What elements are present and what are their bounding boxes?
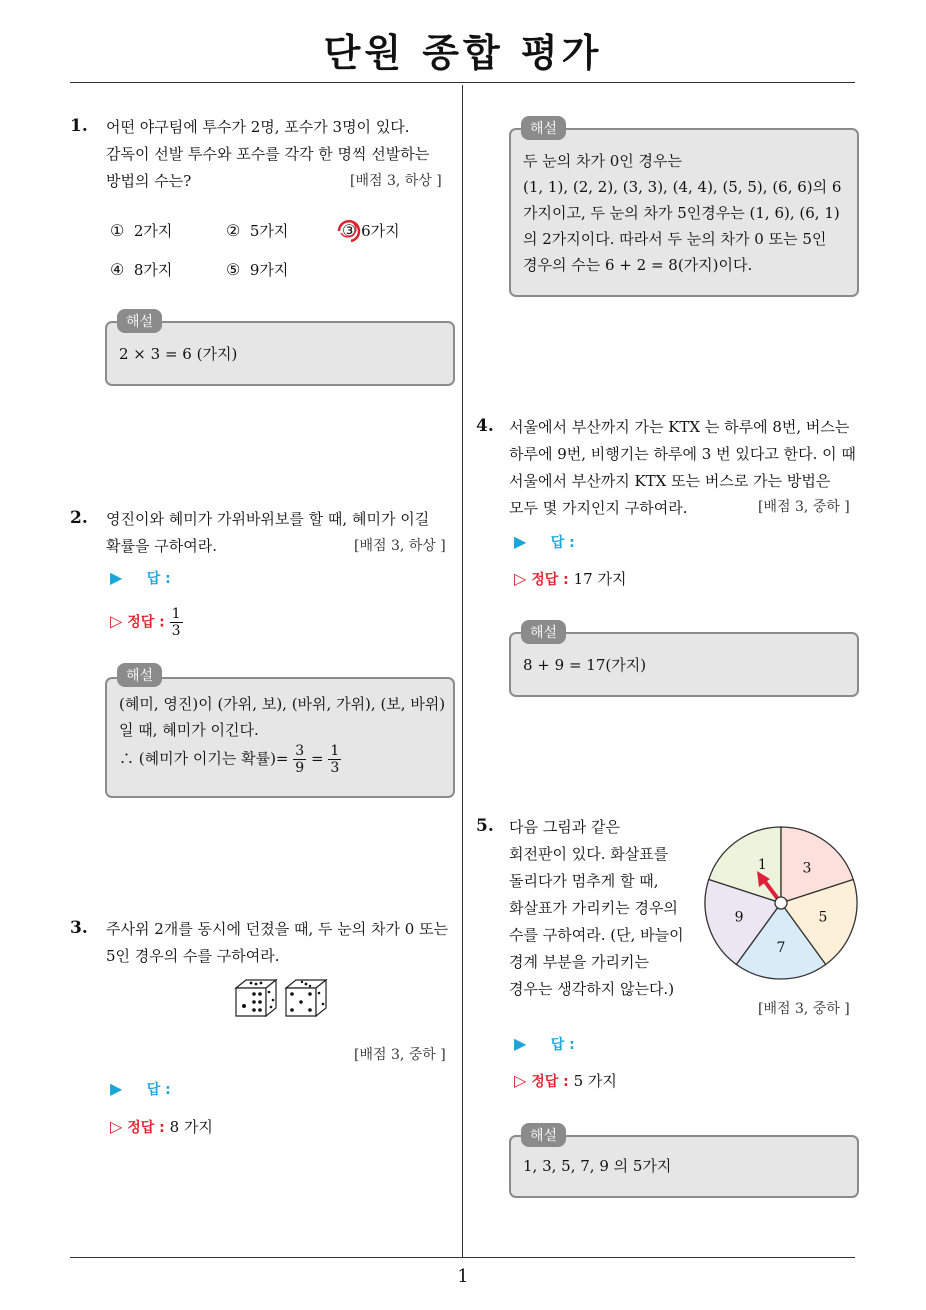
answer-label: 답 : <box>146 1082 171 1098</box>
fraction-denominator: 9 <box>295 760 305 776</box>
correct-fraction <box>170 606 183 639</box>
fraction-denominator: 3 <box>171 623 181 639</box>
explanation-prefix: ∴ (혜미가 이기는 확률)= <box>119 749 289 768</box>
question-1-line: 방법의 수는? <box>106 172 192 190</box>
question-3-explanation-box <box>509 128 859 297</box>
choice-mark: ② <box>226 221 241 240</box>
question-5-line: 경우는 생각하지 않는다.) <box>509 980 675 998</box>
choice-2[interactable] <box>226 220 288 241</box>
spinner-label: 9 <box>734 909 744 926</box>
fraction-numerator: 3 <box>295 743 305 759</box>
equals-sign: = <box>310 749 324 768</box>
explanation-label: 해설 <box>117 663 162 687</box>
explanation-line: 의 2가지이다. 따라서 두 눈의 차가 0 또는 5인 <box>523 230 827 248</box>
explanation-line: 일 때, 혜미가 이긴다. <box>119 721 259 739</box>
selected-answer-circle-icon <box>334 215 364 245</box>
question-1-number: 1. <box>70 116 88 136</box>
choice-mark: ③ <box>342 221 357 240</box>
question-5-correct-row <box>514 1070 617 1091</box>
choice-text: 8가지 <box>133 261 173 279</box>
question-5-answer-row[interactable] <box>514 1034 575 1054</box>
choice-5[interactable] <box>226 259 288 280</box>
choice-mark: ⑤ <box>226 260 241 279</box>
spinner-wheel <box>700 822 862 984</box>
explanation-text: 8 + 9 = 17(가지) <box>523 656 647 674</box>
answer-triangle-icon: ▶ <box>110 568 123 587</box>
explanation-line: 경우의 수는 6 + 2 = 8(가지)이다. <box>523 256 753 274</box>
choice-mark: ① <box>110 221 125 240</box>
question-3-text <box>106 916 456 970</box>
question-4-number: 4. <box>476 416 494 436</box>
spinner-label: 5 <box>818 909 828 926</box>
question-1-line: 감독이 선발 투수와 포수를 각각 한 명씩 선발하는 <box>106 145 430 163</box>
fraction-numerator: 1 <box>171 606 181 622</box>
question-2-number: 2. <box>70 508 88 528</box>
correct-label: 정답 : <box>531 572 569 588</box>
explanation-label: 해설 <box>521 620 566 644</box>
choice-text: 6가지 <box>361 222 400 240</box>
answer-triangle-icon: ▶ <box>110 1079 123 1098</box>
choice-1[interactable] <box>110 220 172 241</box>
question-2-line: 영진이와 혜미가 가위바위보를 할 때, 혜미가 이길 <box>106 510 430 528</box>
question-5-line: 화살표가 가리키는 경우의 <box>509 899 678 917</box>
question-5-line: 경계 부분을 가리키는 <box>509 953 649 971</box>
question-3-line: 주사위 2개를 동시에 던졌을 때, 두 눈의 차가 0 또는 <box>106 920 449 938</box>
correct-value: 8 가지 <box>169 1118 213 1136</box>
choice-mark: ④ <box>110 260 125 279</box>
explanation-fraction <box>293 743 306 776</box>
explanation-line: (1, 1), (2, 2), (3, 3), (4, 4), (5, 5), (6, 6)의 6 <box>523 178 842 196</box>
question-5-line: 수를 구하여라. (단, 바늘이 <box>509 926 684 944</box>
page-title: 단원 종합 평가 <box>323 31 603 75</box>
fraction-numerator: 1 <box>330 743 340 759</box>
header-rule <box>70 82 855 83</box>
question-4-line: 서울에서 부산까지 KTX 또는 버스로 가는 방법은 <box>509 472 831 490</box>
question-4-line: 서울에서 부산까지 가는 KTX 는 하루에 8번, 버스는 <box>509 418 850 436</box>
question-4-answer-row[interactable] <box>514 532 575 552</box>
question-2-correct-row <box>110 606 183 639</box>
correct-label: 정답 : <box>531 1074 569 1090</box>
question-4-line: 모두 몇 가지인지 구하여라. <box>509 499 688 517</box>
spinner-label: 3 <box>802 860 812 877</box>
question-3-score-meta: [배점 3, 중하 ] <box>354 1047 446 1063</box>
question-1-score-meta: [배점 3, 하상 ] <box>350 173 442 189</box>
choice-text: 9가지 <box>249 261 289 279</box>
explanation-label: 해설 <box>521 1123 566 1147</box>
column-divider <box>462 85 463 1257</box>
explanation-fraction <box>328 743 341 776</box>
explanation-text: 2 × 3 = 6 (가지) <box>119 345 238 363</box>
question-5-number: 5. <box>476 816 494 836</box>
question-3-correct-row <box>110 1116 213 1137</box>
question-5-line: 회전판이 있다. 화살표를 <box>509 845 669 863</box>
correct-triangle-icon: ▷ <box>110 1117 123 1136</box>
correct-triangle-icon: ▷ <box>110 611 123 631</box>
question-3-answer-row[interactable] <box>110 1079 171 1099</box>
question-5-line: 다음 그림과 같은 <box>509 818 620 836</box>
correct-value: 5 가지 <box>573 1072 617 1090</box>
spinner-hub <box>775 897 787 909</box>
question-4-score-meta: [배점 3, 중하 ] <box>758 499 850 515</box>
choice-4[interactable] <box>110 259 172 280</box>
answer-label: 답 : <box>550 1037 575 1053</box>
spinner-label: 1 <box>757 857 767 874</box>
dice-pair-icon <box>232 976 332 1020</box>
explanation-line: 가지이고, 두 눈의 차가 5인경우는 (1, 6), (6, 1) <box>523 204 840 222</box>
question-4-correct-row <box>514 568 626 589</box>
question-5-score-meta: [배점 3, 중하 ] <box>758 1001 850 1017</box>
correct-triangle-icon: ▷ <box>514 569 527 588</box>
answer-label: 답 : <box>146 571 171 587</box>
question-5-line: 돌리다가 멈추게 할 때, <box>509 872 659 890</box>
choice-text: 5가지 <box>249 222 289 240</box>
footer-rule <box>70 1257 855 1258</box>
question-1-line: 어떤 야구팀에 투수가 2명, 포수가 3명이 있다. <box>106 118 410 136</box>
answer-triangle-icon: ▶ <box>514 1034 527 1053</box>
correct-triangle-icon: ▷ <box>514 1071 527 1090</box>
explanation-label: 해설 <box>521 116 566 140</box>
answer-triangle-icon: ▶ <box>514 532 527 551</box>
question-2-answer-row[interactable] <box>110 568 171 588</box>
choice-text: 2가지 <box>133 222 173 240</box>
answer-label: 답 : <box>550 535 575 551</box>
correct-label: 정답 : <box>127 614 165 631</box>
explanation-line: (혜미, 영진)이 (가위, 보), (바위, 가위), (보, 바위) <box>119 695 446 713</box>
explanation-text: 1, 3, 5, 7, 9 의 5가지 <box>523 1157 672 1175</box>
explanation-label: 해설 <box>117 309 162 333</box>
correct-label: 정답 : <box>127 1120 165 1136</box>
question-3-number: 3. <box>70 918 88 938</box>
explanation-line <box>119 743 445 776</box>
question-3-line: 5인 경우의 수를 구하여라. <box>106 947 280 965</box>
page-number: 1 <box>457 1266 469 1287</box>
question-2-score-meta: [배점 3, 하상 ] <box>354 538 446 554</box>
correct-value: 17 가지 <box>573 570 627 588</box>
question-4-line: 하루에 9번, 비행기는 하루에 3 번 있다고 한다. 이 때 <box>509 445 856 463</box>
explanation-line: 두 눈의 차가 0인 경우는 <box>523 152 683 170</box>
explanation-text <box>523 148 841 278</box>
question-2-line: 확률을 구하여라. <box>106 537 217 555</box>
spinner-label: 7 <box>776 940 786 957</box>
fraction-denominator: 3 <box>330 760 340 776</box>
explanation-text <box>119 691 445 776</box>
question-5-text <box>509 814 709 1003</box>
question-2-explanation-box <box>105 677 455 798</box>
